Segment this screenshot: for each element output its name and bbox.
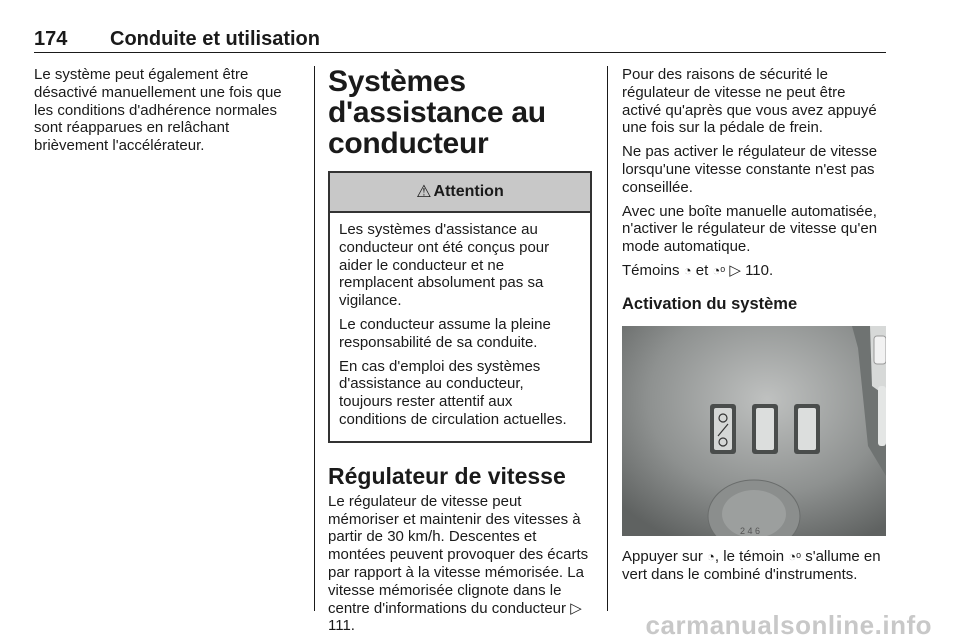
body-paragraph: Pour des raisons de sécurité le régulateur de vitesse ne peut être activé qu'après que vous avez appuyé une fois sur la pédale de frein. bbox=[622, 66, 877, 137]
page-number: 174 bbox=[34, 28, 68, 50]
subsection-heading: Régulateur de vitesse bbox=[328, 462, 566, 489]
attention-header bbox=[330, 173, 590, 213]
page-ref: 110. bbox=[745, 261, 774, 279]
body-paragraph bbox=[328, 493, 592, 635]
page-ref: 111. bbox=[328, 617, 355, 635]
cruise-control-icon: ◔ᵒ bbox=[712, 262, 726, 278]
page-title: Conduite et utilisation bbox=[110, 28, 320, 50]
attention-paragraph: Le conducteur assume la pleine responsabilité de sa conduite. bbox=[339, 315, 551, 351]
attention-label: Attention bbox=[433, 183, 504, 201]
column-1 bbox=[34, 66, 300, 161]
page-ref-arrow-icon: ▷ bbox=[570, 599, 582, 617]
attention-box bbox=[328, 171, 592, 443]
column-3 bbox=[622, 66, 886, 589]
dashboard-switch-photo bbox=[622, 326, 886, 536]
dashboard-switch-illustration bbox=[622, 326, 886, 536]
attention-body bbox=[330, 213, 590, 441]
cruise-control-icon: ◔ bbox=[683, 262, 692, 278]
body-paragraph bbox=[622, 262, 886, 280]
caption-a: Appuyer sur bbox=[622, 547, 703, 565]
body-paragraph: Le système peut également être désactivé manuellement une fois que les conditions d'adhérence normales sont réapparues en relâchant brièvement l'accélérateur. bbox=[34, 66, 282, 155]
cruise-control-icon: ◔ bbox=[707, 548, 715, 564]
section-heading: Systèmes d'assistance au conducteur bbox=[328, 65, 546, 160]
column-divider bbox=[607, 66, 608, 611]
warning-triangle-icon: ⚠ bbox=[416, 182, 432, 202]
gear-numbers-label: 2 4 6 bbox=[740, 525, 761, 536]
cruise-control-icon: ◔ᵒ bbox=[788, 548, 802, 564]
body-paragraph: Ne pas activer le régulateur de vitesse lorsqu'une vitesse constante n'est pas conseillée. bbox=[622, 143, 878, 196]
temoins-mid: et bbox=[695, 261, 709, 279]
page-ref-arrow-icon: ▷ bbox=[729, 261, 741, 279]
column-divider bbox=[314, 66, 315, 611]
attention-paragraph: Les systèmes d'assistance au conducteur ont été conçus pour aider le conducteur et ne remplacent absolument pas sa vigilance. bbox=[339, 221, 550, 310]
temoins-prefix: Témoins bbox=[622, 261, 680, 279]
column-2 bbox=[328, 66, 592, 641]
section-text: Le régulateur de vitesse peut mémoriser et maintenir des vitesses à partir de 30 km/h. Descentes et montées peuvent provoquer des écarts par rapport à la vitesse mémorisée. La vitesse mémorisée clignote dans le centre d'informations du conducteur bbox=[328, 492, 589, 617]
watermark: carmanualsonline.info bbox=[645, 610, 932, 640]
subsection-heading: Activation du système bbox=[622, 294, 798, 313]
caption-b: , le témoin bbox=[714, 547, 785, 565]
caption-c: s'allume en vert dans le combiné d'instruments. bbox=[622, 547, 881, 583]
attention-paragraph: En cas d'emploi des systèmes d'assistance au conducteur, toujours rester attentif aux conditions de circulation actuelles. bbox=[339, 357, 567, 428]
photo-caption bbox=[622, 548, 886, 584]
page-header bbox=[34, 28, 886, 53]
body-paragraph: Avec une boîte manuelle automatisée, n'activer le régulateur de vitesse qu'en mode automatique. bbox=[622, 202, 878, 256]
